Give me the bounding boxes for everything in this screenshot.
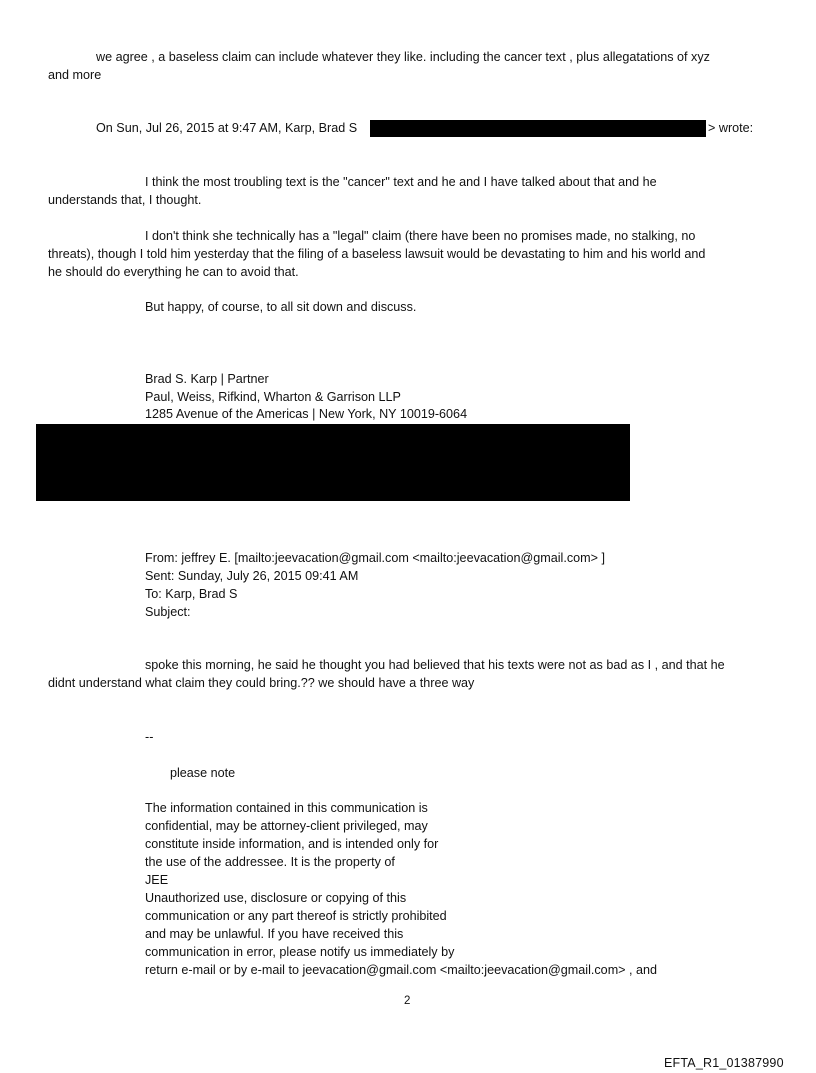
signature-address: 1285 Avenue of the Americas | New York, NY 10019-6064: [145, 407, 468, 421]
redaction-bar-email: [370, 120, 706, 137]
email-subject: Subject:: [145, 605, 191, 619]
disclaimer-line: return e-mail or by e-mail to jeevacation@gmail.com <mailto:jeevacation@gmail.com> , and: [145, 963, 658, 977]
email-from: From: jeffrey E. [mailto:jeevacation@gmail.com <mailto:jeevacation@gmail.com> ]: [145, 551, 605, 565]
please-note-label: please note: [170, 766, 236, 780]
disclaimer-line: and may be unlawful. If you have received this: [145, 927, 404, 941]
signature-name: Brad S. Karp | Partner: [145, 372, 269, 386]
signature-firm: Paul, Weiss, Rifkind, Wharton & Garrison LLP: [145, 390, 401, 404]
signature-separator: --: [145, 730, 154, 744]
troubling-line-2: understands that, I thought.: [48, 193, 202, 207]
legal-line-3: he should do everything he can to avoid that.: [48, 265, 299, 279]
disclaimer-line: confidential, may be attorney-client privileged, may: [145, 819, 428, 833]
spoke-line-2: didnt understand what claim they could bring.?? we should have a three way: [48, 676, 475, 690]
spoke-line-1: spoke this morning, he said he thought you had believed that his texts were not as bad as I , and that he: [145, 658, 725, 672]
quote-header-suffix: > wrote:: [708, 121, 754, 135]
disclaimer-line: Unauthorized use, disclosure or copying of this: [145, 891, 407, 905]
page-number: 2: [404, 995, 411, 1007]
document-id: EFTA_R1_01387990: [664, 1056, 784, 1070]
legal-line-2: threats), though I told him yesterday that the filing of a baseless lawsuit would be devastating to him and his world and: [48, 247, 706, 261]
disclaimer-line: communication or any part thereof is strictly prohibited: [145, 909, 447, 923]
quote-header-prefix: On Sun, Jul 26, 2015 at 9:47 AM, Karp, Brad S: [96, 121, 358, 135]
legal-line-1: I don't think she technically has a "legal" claim (there have been no promises made, no stalking, no: [145, 229, 696, 243]
happy-line: But happy, of course, to all sit down and discuss.: [145, 300, 417, 314]
email-to: To: Karp, Brad S: [145, 587, 238, 601]
redaction-block-signature: [36, 424, 630, 501]
reply-text-line-1: we agree , a baseless claim can include whatever they like. including the cancer text , plus allegatations of xyz: [96, 50, 710, 64]
reply-text-line-2: and more: [48, 68, 102, 82]
disclaimer-line: JEE: [145, 873, 169, 887]
disclaimer-line: communication in error, please notify us immediately by: [145, 945, 455, 959]
troubling-line-1: I think the most troubling text is the "cancer" text and he and I have talked about that and he: [145, 175, 657, 189]
email-sent: Sent: Sunday, July 26, 2015 09:41 AM: [145, 569, 359, 583]
disclaimer-line: constitute inside information, and is intended only for: [145, 837, 439, 851]
disclaimer-line: the use of the addressee. It is the property of: [145, 855, 395, 869]
disclaimer-line: The information contained in this communication is: [145, 801, 428, 815]
